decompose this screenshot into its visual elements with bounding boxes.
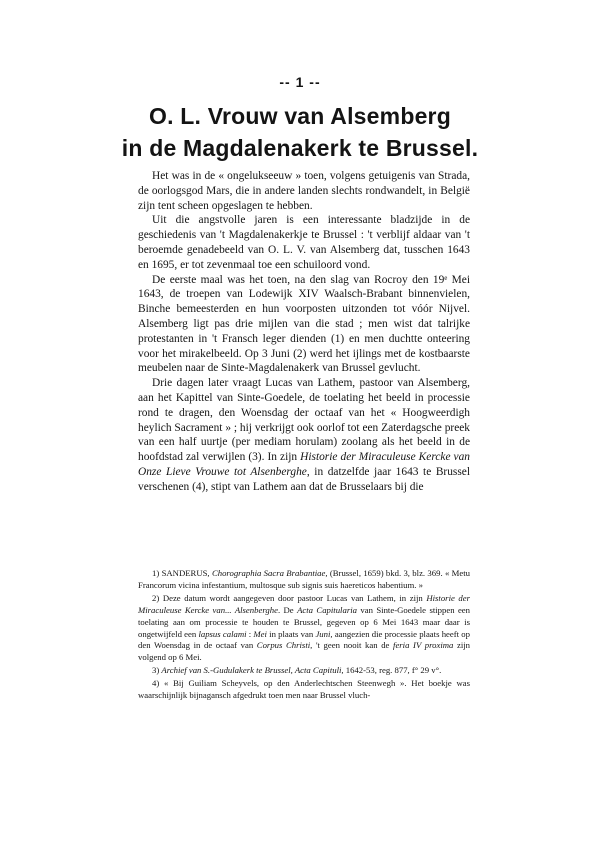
footnote [138, 593, 470, 664]
footnote [138, 568, 470, 592]
footnote-text: Corpus Christi [256, 640, 311, 651]
chapter-title [60, 100, 540, 164]
footnote-text: van Sinte-Goedele stippen een toelating aan om processie te houden te Brussel, gegeven op 6 Mei 1643 maar daar is ongetwijfeld een [138, 604, 471, 639]
footnote-text: , aangezien die processie plaats heeft op den Woensdag in de octaaf van [138, 628, 470, 651]
footnote-text: : [246, 628, 254, 639]
paragraph [138, 376, 470, 494]
footnote-text: Mei [253, 628, 267, 639]
footnote-text: Juni [315, 628, 331, 639]
footnote-text: , 't geen nooit kan de [310, 640, 394, 651]
footnote-text: Acta Capitularia [297, 604, 357, 615]
footnote-text: , (Brussel, 1659) bkd. 3, blz. 369. « Metu Francorum vicina infestantium, multosque sub signis suis haereticos habentium. » [138, 568, 470, 590]
footnote-text: , 1642-53, reg. 877, f° 29 v°. [341, 665, 442, 676]
page-number: -- 1 -- [279, 74, 321, 90]
footnote-text: lapsus calami [198, 628, 247, 639]
footnote-text: . De [277, 604, 298, 615]
body-text [138, 169, 470, 495]
footnote-text: 4) « Bij Guiliam Scheyvels, op den Anderlechtschen Steenwegh ». Het boekje was waarschijnlijk bijnagansch afgedrukt toen men naar Brussel vluch- [138, 678, 470, 701]
footnote-text: 2) Deze datum wordt aangegeven door pastoor Lucas van Lathem, in zijn [152, 592, 427, 603]
paragraph-text: , in datzelfde jaar 1643 te Brussel verschenen (4), stipt van Lathem aan dat de Brusselaars bij die [138, 465, 470, 493]
paragraph [138, 213, 470, 272]
paragraph-text: Drie dagen later vraagt Lucas van Lathem, pastoor van Alsemberg, aan het Kapittel van Sinte-Goedele, de toelating het beeld in processie rond te dragen, den Woensdag der octaaf van het « Hoogweerdigh heylich Sacrament » ; hij verkrijgt ook oorlof tot een Zaterdagsche preek van een half uurtje (per mediam horulam) zoolang als het beeld in de hoofdstad zal verwijlen (3). In zijn [138, 377, 470, 464]
paragraph [138, 273, 470, 377]
footnotes [138, 568, 470, 703]
title-line-1: O. L. Vrouw van Alsemberg [149, 103, 451, 129]
title-line-2: in de Magdalenakerk te Brussel. [121, 135, 479, 161]
paragraph [138, 169, 470, 213]
paragraph-text: Historie der Miraculeuse Kercke van Onze Lieve Vrouwe tot Alsenberghe [138, 451, 470, 478]
footnote [138, 678, 470, 702]
paragraph-text: Uit die angstvolle jaren is een interessante bladzijde in de geschiedenis van 't Magdalenakerkje te Brussel : 't verblijf aldaar van 't beroemde genadebeeld van O. L. V. van Alsemberg dat, tusschen 1643 en 1695, er tot zevenmaal toe een schuiloord vond. [138, 214, 470, 271]
footnote-text: Historie der Miraculeuse Kercke van... Alsenberghe [138, 592, 471, 615]
paragraph-text: Het was in de « ongelukseeuw » toen, volgens getuigenis van Strada, de oorlogsgod Mars, die in andere landen slechts rondwandelt, in België zijn tent scheen opgeslagen te hebben. [138, 170, 470, 212]
footnote-text: Chorographia Sacra Brabantiae [211, 568, 326, 578]
footnote-text: feria IV proxima [393, 640, 454, 651]
footnote-text: 1) SANDERUS, [152, 568, 212, 578]
footnote [138, 665, 470, 677]
footnote-text: in plaats van [266, 628, 316, 639]
footnote-text: zijn volgend op 6 Mei. [138, 640, 471, 663]
footnote-text: 3) [152, 665, 162, 676]
paragraph-text: De eerste maal was het toen, na den slag van Rocroy den 19ᵉ Mei 1643, de troepen van Lodewijk XIV Waalsch-Brabant binnenvielen, Binche bemeesterden en hun voorposten uitzonden tot vóór Nijvel. Alsemberg ligt pas drie mijlen van die stad ; men wist dat talrijke protestanten in 't Fransch leger dienden (1) en men duchtte onteering voor het mirakelbeeld. Op 3 Juni (2) werd het ijlings met de kostbaarste meubelen naar de Sinte-Magdalenakerk van Brussel gevlucht. [138, 273, 470, 375]
footnote-text: Archief van S.-Gudulakerk te Brussel, Acta Capituli [161, 665, 342, 676]
